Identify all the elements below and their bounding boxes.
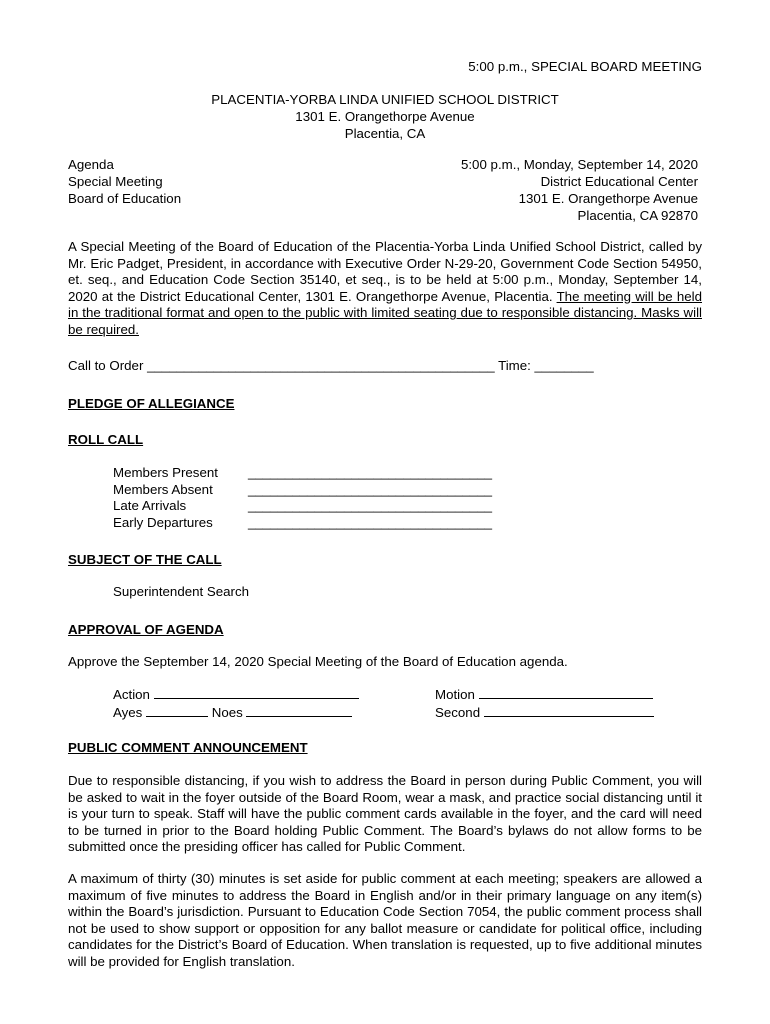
roll-blank-line: _________________________________: [248, 482, 493, 497]
ayes-label: Ayes: [113, 705, 143, 720]
district-city: Placentia, CA: [344, 126, 426, 141]
action-blank: [154, 686, 359, 699]
approval-text: Approve the September 14, 2020 Special Meeting of the Board of Education agenda.: [68, 654, 568, 669]
venue-street: 1301 E. Orangethorpe Avenue: [518, 191, 698, 206]
action-field: [113, 686, 359, 703]
special-meeting-label: Special Meeting: [68, 174, 163, 189]
subject-item: Superintendent Search: [113, 584, 250, 599]
motion-label: Motion: [435, 687, 475, 702]
roll-early-departures: Early Departures: [113, 515, 213, 530]
public-comment-heading: PUBLIC COMMENT ANNOUNCEMENT: [68, 740, 308, 755]
ayes-noes-field: [113, 704, 352, 721]
intro-text: A Special Meeting of the Board of Education of the Placentia-Yorba Linda Unified School District, called by Mr. Eric Padget, President, in accordance with Executive Order N-29-20, Government Code Section 54950, et. seq., and Education Code Section 35140, et seq., is to be held at 5:00 p.m., Monday, September 14, 2020 at the District Educational Center, 1301 E. Orangethorpe Avenue, Placentia.: [68, 239, 702, 304]
roll-members-absent: Members Absent: [113, 482, 213, 497]
district-street: 1301 E. Orangethorpe Avenue: [295, 109, 475, 124]
meeting-venue: District Educational Center: [540, 174, 698, 189]
roll-call-heading: ROLL CALL: [68, 432, 144, 447]
venue-city: Placentia, CA 92870: [577, 208, 698, 223]
call-to-order-line: Call to Order _______________________________________________ Time: ________: [68, 358, 594, 373]
motion-field: [435, 686, 653, 703]
meeting-datetime: 5:00 p.m., Monday, September 14, 2020: [460, 157, 698, 172]
intro-underlined-notice: The meeting will be held in the traditional format and open to the public with limited seating due to responsible distancing. Masks will be required.: [68, 288, 702, 337]
noes-label: Noes: [211, 705, 243, 720]
second-blank: [484, 704, 654, 717]
board-label: Board of Education: [68, 191, 182, 206]
public-comment-paragraph-1: Due to responsible distancing, if you wish to address the Board in person during Public Comment, you will be asked to wait in the foyer outside of the Board Room, wear a mask, and practice social distancing until it is your turn to speak. Staff will have the public comment cards available in the foyer, and the card will need to be turned in prior to the Board holding Public Comment. The Board’s bylaws do not allow forms to be submitted once the presiding officer has called for Public Comment.: [68, 773, 702, 854]
meeting-time-title: 5:00 p.m., SPECIAL BOARD MEETING: [468, 59, 702, 74]
roll-blank-line: _________________________________: [248, 498, 493, 513]
motion-blank: [479, 686, 653, 699]
public-comment-paragraph-2: A maximum of thirty (30) minutes is set aside for public comment at each meeting; speakers are allowed a maximum of five minutes to address the Board in English and/or in their primary language on any item(s) within the Board’s jurisdiction. Pursuant to Education Code Section 7054, the public comment process shall not be used to show support or opposition for any ballot measure or candidate for political office, including candidates for the District’s Board of Education. When translation is requested, up to five additional minutes will be provided for English translation.: [68, 871, 702, 969]
roll-late-arrivals: Late Arrivals: [113, 498, 187, 513]
noes-blank: [246, 704, 352, 717]
roll-blank-line: _________________________________: [248, 465, 493, 480]
agenda-label: Agenda: [68, 157, 114, 172]
action-label: Action: [113, 687, 150, 702]
second-field: [435, 704, 654, 721]
roll-members-present: Members Present: [113, 465, 218, 480]
intro-paragraph: [68, 239, 702, 338]
subject-heading: SUBJECT OF THE CALL: [68, 552, 222, 567]
approval-heading: APPROVAL OF AGENDA: [68, 622, 224, 637]
pledge-heading: PLEDGE OF ALLEGIANCE: [68, 396, 235, 411]
second-label: Second: [435, 705, 481, 720]
ayes-blank: [146, 704, 208, 717]
district-name: PLACENTIA-YORBA LINDA UNIFIED SCHOOL DISTRICT: [211, 92, 559, 107]
roll-blank-line: _________________________________: [248, 515, 493, 530]
